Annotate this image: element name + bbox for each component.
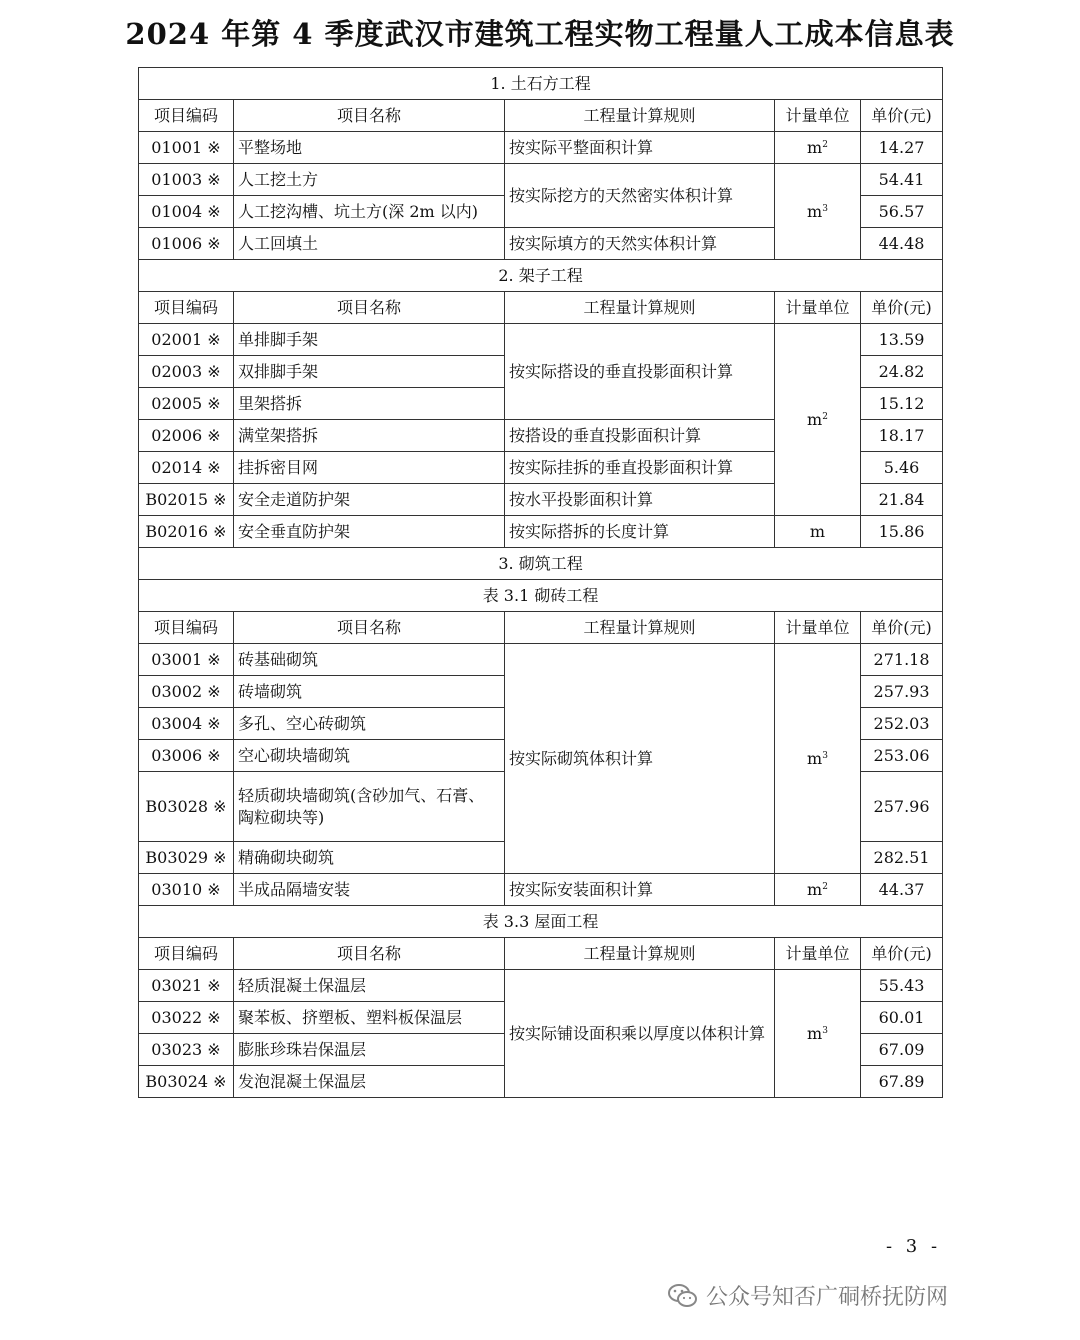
table-row [139,970,943,1002]
item-name: 聚苯板、挤塑板、塑料板保温层 [234,1002,505,1034]
price-cell: 44.48 [861,228,943,260]
item-name: 满堂架搭拆 [234,420,505,452]
price-cell: 15.86 [861,516,943,548]
item-name: 平整场地 [234,132,505,164]
calc-rule: 按实际挂拆的垂直投影面积计算 [505,452,775,484]
item-name: 发泡混凝土保温层 [234,1066,505,1098]
item-code: 01001 ※ [139,132,234,164]
price-cell: 13.59 [861,324,943,356]
price-cell: 67.09 [861,1034,943,1066]
item-code: 03006 ※ [139,740,234,772]
header-code: 项目编码 [139,100,234,132]
price-cell: 253.06 [861,740,943,772]
section-title: 2. 架子工程 [139,260,943,292]
header-price: 单价(元) [861,938,943,970]
watermark-text: 公众号知否广硐桥抚防网 [706,1285,949,1310]
item-name: 砖墙砌筑 [234,676,505,708]
price-cell: 54.41 [861,164,943,196]
price-cell: 60.01 [861,1002,943,1034]
header-name: 项目名称 [234,292,505,324]
section-title: 1. 土石方工程 [139,68,943,100]
item-code: B03028 ※ [139,772,234,842]
item-code: 01006 ※ [139,228,234,260]
header-row [139,100,943,132]
unit-base: m [809,521,826,541]
price-cell: 24.82 [861,356,943,388]
item-name: 精确砌块砌筑 [234,842,505,874]
header-code: 项目编码 [139,938,234,970]
header-unit: 计量单位 [775,292,861,324]
page-number: - 3 - [886,1236,942,1257]
price-cell: 44.37 [861,874,943,906]
header-rule: 工程量计算规则 [505,938,775,970]
watermark [668,1280,948,1311]
header-rule: 工程量计算规则 [505,292,775,324]
header-rule: 工程量计算规则 [505,612,775,644]
header-price: 单价(元) [861,100,943,132]
header-unit: 计量单位 [775,612,861,644]
item-name: 砖基础砌筑 [234,644,505,676]
item-code: 02006 ※ [139,420,234,452]
subsection-title: 表 3.3 屋面工程 [139,906,943,938]
unit-cell [775,516,861,548]
unit-cell [775,874,861,906]
price-cell: 271.18 [861,644,943,676]
item-name: 空心砌块墙砌筑 [234,740,505,772]
item-name: 人工挖土方 [234,164,505,196]
price-cell: 257.93 [861,676,943,708]
item-code: 03004 ※ [139,708,234,740]
table-row [139,644,943,676]
header-price: 单价(元) [861,612,943,644]
table-row [139,324,943,356]
header-row [139,938,943,970]
item-code: 03002 ※ [139,676,234,708]
table-row [139,516,943,548]
unit-cell [775,132,861,164]
item-code: 03001 ※ [139,644,234,676]
header-row [139,292,943,324]
item-name: 人工挖沟槽、坑土方(深 2m 以内) [234,196,505,228]
item-code: 01003 ※ [139,164,234,196]
unit-base: m [807,409,823,429]
header-row [139,612,943,644]
calc-rule: 按实际填方的天然实体积计算 [505,228,775,260]
section-title: 3. 砌筑工程 [139,548,943,580]
price-cell: 257.96 [861,772,943,842]
item-code: B03029 ※ [139,842,234,874]
item-code: 03023 ※ [139,1034,234,1066]
item-name: 半成品隔墙安装 [234,874,505,906]
calc-rule: 按实际挖方的天然密实体积计算 [505,164,775,228]
item-name: 安全走道防护架 [234,484,505,516]
price-cell: 282.51 [861,842,943,874]
header-name: 项目名称 [234,612,505,644]
item-code: B02015 ※ [139,484,234,516]
calc-rule: 按搭设的垂直投影面积计算 [505,420,775,452]
header-name: 项目名称 [234,100,505,132]
unit-base: m [807,748,823,768]
price-cell: 18.17 [861,420,943,452]
item-name: 轻质混凝土保温层 [234,970,505,1002]
table-row [139,164,943,196]
cost-table [138,67,943,1098]
price-cell: 14.27 [861,132,943,164]
calc-rule: 按实际砌筑体积计算 [505,644,775,874]
table-row [139,874,943,906]
item-name: 单排脚手架 [234,324,505,356]
item-name: 多孔、空心砖砌筑 [234,708,505,740]
calc-rule: 按水平投影面积计算 [505,484,775,516]
item-name: 里架搭拆 [234,388,505,420]
item-code: 03022 ※ [139,1002,234,1034]
item-name: 挂拆密目网 [234,452,505,484]
header-price: 单价(元) [861,292,943,324]
item-name: 双排脚手架 [234,356,505,388]
unit-exp: 2 [822,411,828,422]
unit-base: m [807,879,823,899]
header-code: 项目编码 [139,612,234,644]
unit-exp: 3 [822,203,828,214]
unit-exp: 2 [822,881,828,892]
header-unit: 计量单位 [775,100,861,132]
calc-rule: 按实际铺设面积乘以厚度以体积计算 [505,970,775,1098]
table-row [139,132,943,164]
item-code: 02003 ※ [139,356,234,388]
item-code: B03024 ※ [139,1066,234,1098]
calc-rule: 按实际平整面积计算 [505,132,775,164]
item-code: 02005 ※ [139,388,234,420]
item-name: 轻质砌块墙砌筑(含砂加气、石膏、陶粒砌块等) [234,772,505,842]
header-unit: 计量单位 [775,938,861,970]
header-name: 项目名称 [234,938,505,970]
calc-rule: 按实际安装面积计算 [505,874,775,906]
price-cell: 21.84 [861,484,943,516]
item-code: B02016 ※ [139,516,234,548]
unit-cell [775,970,861,1098]
item-code: 01004 ※ [139,196,234,228]
calc-rule: 按实际搭设的垂直投影面积计算 [505,324,775,420]
item-name: 人工回填土 [234,228,505,260]
item-name: 安全垂直防护架 [234,516,505,548]
calc-rule: 按实际搭拆的长度计算 [505,516,775,548]
unit-cell [775,644,861,874]
item-code: 03010 ※ [139,874,234,906]
header-code: 项目编码 [139,292,234,324]
wechat-icon [668,1283,698,1309]
price-cell: 55.43 [861,970,943,1002]
unit-exp: 2 [822,139,828,150]
price-cell: 5.46 [861,452,943,484]
unit-exp: 3 [822,750,828,761]
item-code: 02001 ※ [139,324,234,356]
unit-base: m [807,201,823,221]
page-title: 2024 年第 4 季度武汉市建筑工程实物工程量人工成本信息表 [125,17,955,51]
unit-base: m [807,1023,823,1043]
price-cell: 252.03 [861,708,943,740]
unit-exp: 3 [822,1025,828,1036]
item-name: 膨胀珍珠岩保温层 [234,1034,505,1066]
unit-cell [775,164,861,260]
unit-cell [775,324,861,516]
item-code: 03021 ※ [139,970,234,1002]
subsection-title: 表 3.1 砌砖工程 [139,580,943,612]
unit-base: m [807,137,823,157]
header-rule: 工程量计算规则 [505,100,775,132]
price-cell: 15.12 [861,388,943,420]
price-cell: 67.89 [861,1066,943,1098]
item-code: 02014 ※ [139,452,234,484]
price-cell: 56.57 [861,196,943,228]
